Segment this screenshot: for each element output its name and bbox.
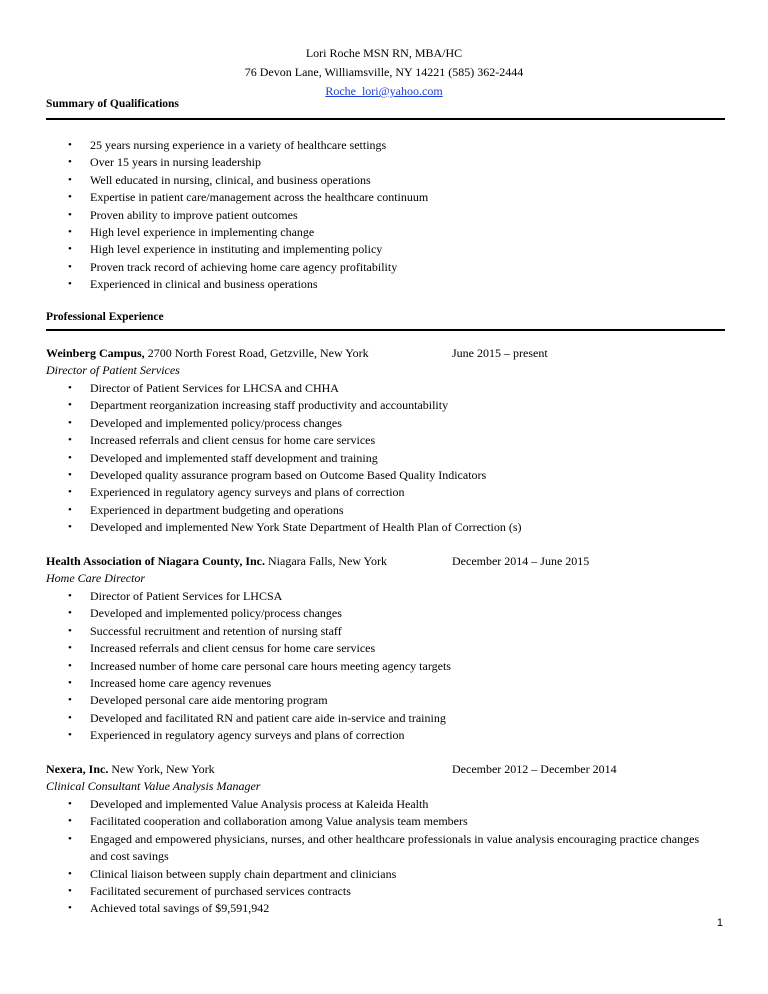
bullet-text: Developed and implemented New York State Department of Health Plan of Correction (s) — [90, 520, 522, 535]
bullet-text: Experienced in clinical and business operations — [90, 277, 318, 292]
bullet-icon: • — [68, 173, 72, 186]
bullet-icon: • — [68, 694, 72, 707]
job-dates: June 2015 – present — [452, 346, 548, 360]
bullet-icon: • — [68, 729, 72, 742]
bullet-text: Developed quality assurance program based on Outcome Based Quality Indicators — [90, 468, 487, 483]
bullet-icon: • — [68, 677, 72, 690]
bullet-icon: • — [68, 139, 72, 151]
bullet-icon: • — [68, 659, 72, 672]
bullet-item — [68, 692, 451, 709]
bullet-icon: • — [68, 434, 72, 447]
bullet-text: Facilitated cooperation and collaboration among Value analysis team members — [90, 814, 468, 829]
bullet-item — [68, 502, 522, 519]
bullet-item — [68, 796, 710, 813]
bullet-icon: • — [68, 399, 72, 412]
bullet-icon: • — [68, 867, 72, 880]
bullet-text: High level experience in instituting and implementing policy — [90, 242, 383, 257]
bullet-item — [68, 467, 522, 484]
contact-address: 76 Devon Lane, Williamsville, NY 14221 (585) 362-2444 — [244, 65, 524, 79]
bullet-item — [68, 623, 451, 640]
bullet-item — [68, 727, 451, 744]
bullet-text: Experienced in regulatory agency surveys and plans of correction — [90, 728, 405, 743]
bullet-item — [68, 172, 428, 189]
bullet-text: Developed and implemented Value Analysis process at Kaleida Health — [90, 797, 429, 811]
bullet-item — [68, 658, 451, 675]
resume-header — [0, 44, 768, 101]
bullet-text: Department reorganization increasing staff productivity and accountability — [90, 398, 449, 413]
bullet-text: Increased referrals and client census for home care services — [90, 641, 376, 656]
bullet-text: Expertise in patient care/management across the healthcare continuum — [90, 190, 429, 205]
bullet-item — [68, 813, 710, 830]
bullet-item — [68, 259, 428, 276]
bullet-text: Developed personal care aide mentoring program — [90, 693, 328, 708]
bullet-text: Engaged and empowered physicians, nurses, and other healthcare professionals in value analysis encouraging practice changes and cost savings — [90, 831, 700, 864]
bullet-icon: • — [68, 156, 72, 169]
bullet-text: Increased number of home care personal care hours meeting agency targets — [90, 658, 451, 673]
bullet-icon: • — [68, 226, 72, 239]
summary-divider — [46, 118, 725, 120]
bullet-item — [68, 241, 428, 258]
bullet-text: Over 15 years in nursing leadership — [90, 155, 261, 170]
job-role: Director of Patient Services — [46, 363, 180, 377]
bullet-item — [68, 207, 428, 224]
bullet-text: Developed and implemented staff development and training — [90, 450, 378, 465]
bullet-item — [68, 519, 522, 536]
bullet-item — [68, 605, 451, 622]
bullet-text: Director of Patient Services for LHCSA and CHHA — [90, 381, 339, 395]
page-number: 1 — [716, 917, 723, 929]
bullet-text: Facilitated securement of purchased services contracts — [90, 884, 351, 899]
bullet-icon: • — [68, 624, 72, 637]
bullet-text: Increased home care agency revenues — [90, 676, 272, 691]
bullet-text: Experienced in regulatory agency surveys and plans of correction — [90, 485, 405, 500]
summary-list — [68, 137, 428, 294]
job-location: Niagara Falls, New York — [265, 554, 388, 568]
job-organization: Nexera, Inc. — [46, 762, 109, 776]
job-duties-list — [68, 380, 522, 537]
bullet-item — [68, 588, 451, 605]
job-dates: December 2012 – December 2014 — [452, 762, 617, 776]
bullet-text: Proven ability to improve patient outcomes — [90, 207, 298, 222]
bullet-text: Increased referrals and client census for home care services — [90, 433, 376, 448]
bullet-item — [68, 276, 428, 293]
bullet-text: High level experience in implementing change — [90, 225, 315, 240]
bullet-icon: • — [68, 208, 72, 221]
bullet-text: Director of Patient Services for LHCSA — [90, 589, 283, 603]
bullet-text: Developed and facilitated RN and patient care aide in-service and training — [90, 710, 446, 725]
job-dates: December 2014 – June 2015 — [452, 554, 590, 568]
bullet-text: Developed and implemented policy/process changes — [90, 415, 342, 430]
bullet-text: 25 years nursing experience in a variety of healthcare settings — [90, 138, 387, 152]
bullet-icon: • — [68, 832, 72, 845]
bullet-item — [68, 415, 522, 432]
bullet-icon: • — [68, 191, 72, 204]
bullet-icon: • — [68, 607, 72, 620]
job-header — [46, 553, 387, 570]
bullet-text: Achieved total savings of $9,591,942 — [90, 901, 270, 916]
experience-title: Professional Experience — [46, 311, 164, 323]
bullet-item — [68, 640, 451, 657]
job-location: 2700 North Forest Road, Getzville, New York — [144, 346, 369, 360]
bullet-text: Experienced in department budgeting and operations — [90, 502, 344, 517]
bullet-item — [68, 137, 428, 154]
job-location: New York, New York — [108, 762, 215, 776]
bullet-item — [68, 380, 522, 397]
bullet-icon: • — [68, 902, 72, 915]
experience-divider — [46, 329, 725, 331]
bullet-icon: • — [68, 798, 72, 810]
bullet-icon: • — [68, 382, 72, 394]
bullet-icon: • — [68, 260, 72, 273]
summary-title: Summary of Qualifications — [46, 98, 179, 110]
bullet-icon: • — [68, 815, 72, 828]
bullet-item — [68, 866, 710, 883]
bullet-text: Developed and implemented policy/process changes — [90, 606, 342, 621]
bullet-icon: • — [68, 278, 72, 291]
bullet-text: Proven track record of achieving home care agency profitability — [90, 259, 398, 274]
bullet-text: Well educated in nursing, clinical, and business operations — [90, 172, 371, 187]
job-duties-list — [68, 796, 710, 918]
bullet-icon: • — [68, 521, 72, 534]
bullet-icon: • — [68, 469, 72, 482]
bullet-item — [68, 397, 522, 414]
bullet-icon: • — [68, 416, 72, 429]
bullet-item — [68, 484, 522, 501]
job-header — [46, 345, 369, 362]
bullet-text: Clinical liaison between supply chain department and clinicians — [90, 866, 397, 881]
bullet-icon: • — [68, 486, 72, 499]
job-organization: Health Association of Niagara County, Inc. — [46, 554, 266, 568]
bullet-item — [68, 224, 428, 241]
bullet-item — [68, 432, 522, 449]
job-role: Clinical Consultant Value Analysis Manager — [46, 779, 261, 793]
bullet-item — [68, 900, 710, 917]
job-header — [46, 761, 215, 778]
bullet-icon: • — [68, 503, 72, 516]
bullet-icon: • — [68, 243, 72, 256]
bullet-icon: • — [68, 451, 72, 464]
bullet-icon: • — [68, 590, 72, 602]
bullet-item — [68, 831, 710, 866]
bullet-item — [68, 189, 428, 206]
job-role: Home Care Director — [46, 571, 146, 585]
bullet-icon: • — [68, 711, 72, 724]
bullet-item — [68, 450, 522, 467]
email-link[interactable]: Roche_lori@yahoo.com — [325, 84, 443, 98]
bullet-text: Successful recruitment and retention of nursing staff — [90, 623, 342, 638]
job-duties-list — [68, 588, 451, 745]
bullet-item — [68, 675, 451, 692]
bullet-item — [68, 883, 710, 900]
bullet-item — [68, 154, 428, 171]
bullet-item — [68, 710, 451, 727]
bullet-icon: • — [68, 642, 72, 655]
candidate-name: Lori Roche MSN RN, MBA/HC — [305, 46, 463, 60]
job-organization: Weinberg Campus, — [46, 346, 145, 360]
bullet-icon: • — [68, 885, 72, 898]
